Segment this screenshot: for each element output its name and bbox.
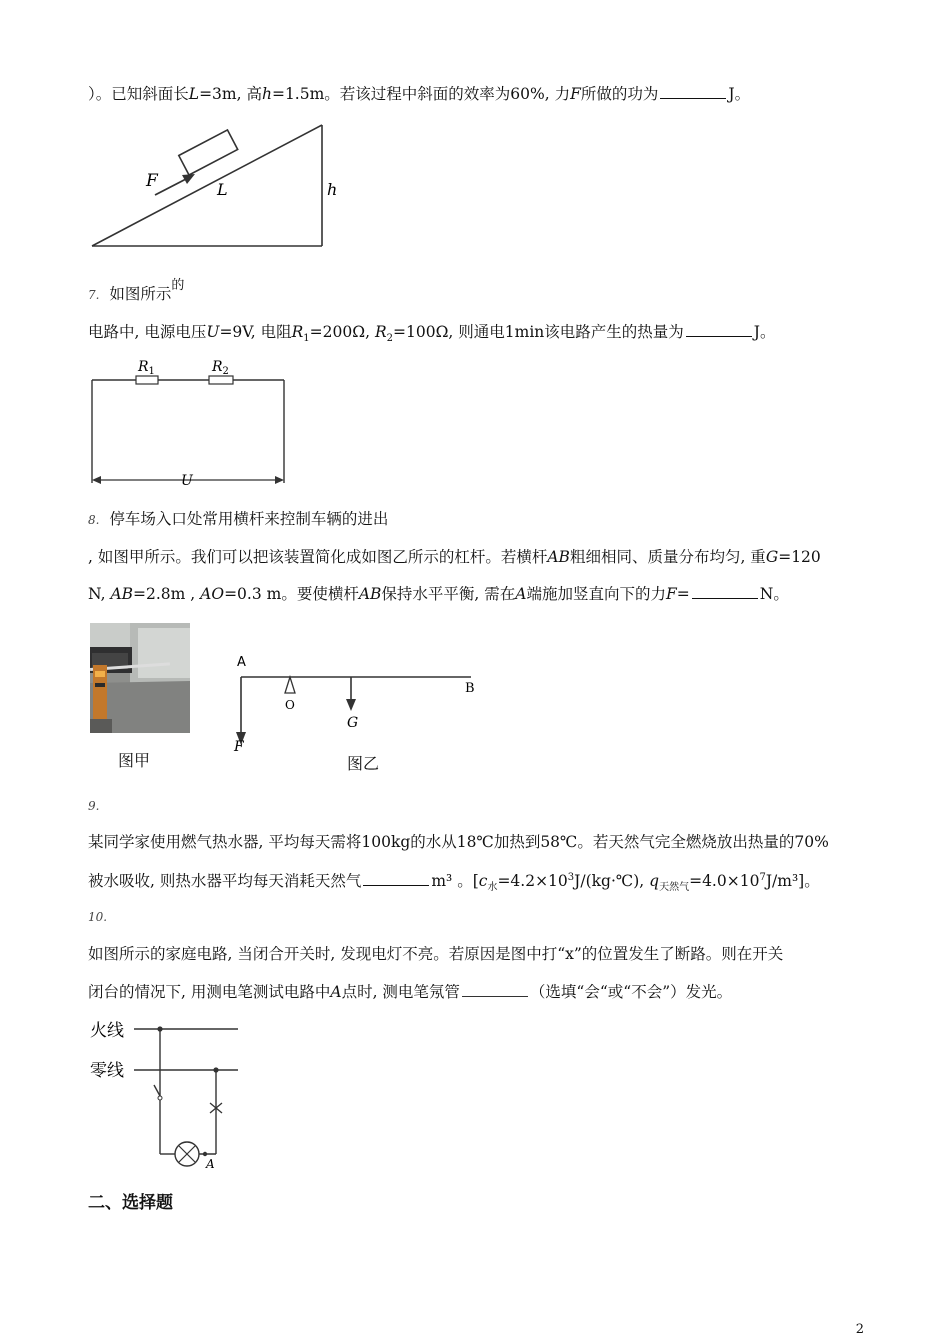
answer-blank[interactable] xyxy=(660,97,726,99)
resistor-r1 xyxy=(136,376,158,384)
lever-diagram xyxy=(225,650,495,765)
svg-text:B: B xyxy=(465,681,475,696)
q9-number: 9. xyxy=(88,799,100,813)
q10-number: 10. xyxy=(88,910,108,924)
svg-text:O: O xyxy=(285,698,295,712)
q8-line1: 8. 停车场入口处常用横杆来控制车辆的进出 xyxy=(88,510,389,528)
length-label: L xyxy=(217,180,228,199)
q8-line3: N, AB=2.8m , AO=0.3 m。要使横杆AB保持水平平衡, 需在A端施加竖直向下的力F= N。 xyxy=(88,585,789,603)
page-number: 2 xyxy=(855,1322,864,1337)
q8-line2: , 如图甲所示。我们可以把该装置简化成如图乙所示的杠杆。若横杆AB粗细相同、质量分布均匀, 重G=120 xyxy=(88,548,821,566)
q7-line2: 电路中, 电源电压U=9V, 电阻$R_1=200\Omega$, $R_2=100\Omega$, 则通电1min该电路产生的热量为 J。 xyxy=(88,323,776,345)
svg-text:F: F xyxy=(234,739,244,755)
series-circuit-diagram xyxy=(85,352,295,492)
height-label: h xyxy=(327,180,338,199)
svg-text:零线: 零线 xyxy=(90,1061,124,1081)
fig-b-caption: 图乙 xyxy=(347,754,380,773)
svg-text:A: A xyxy=(237,655,246,670)
svg-text:G: G xyxy=(347,715,359,731)
svg-text:R2: $R_2$ xyxy=(212,359,229,377)
incline-diagram xyxy=(85,118,355,253)
answer-blank[interactable] xyxy=(462,995,528,997)
q6-line1: ）。已知斜面长L=3m, 高h=1.5m。若该过程中斜面的效率为60%, 力F所做的功为 J。 xyxy=(88,85,751,103)
section-heading: 二、选择题 xyxy=(88,1193,173,1213)
svg-text:R1: $R_1$ xyxy=(138,359,155,377)
force-label: F xyxy=(146,171,158,191)
svg-text:A: A xyxy=(206,1157,215,1171)
fig-a-caption: 图甲 xyxy=(118,751,151,770)
q10-line1: 如图所示的家庭电路, 当闭合开关时, 发现电灯不亮。若原因是图中打“x”的位置发生了断路。则在开关 xyxy=(88,945,784,963)
q10-line2: 闭台的情况下, 用测电笔测试电路中A点时, 测电笔氖管 （选填“会“或“不会”）发光。 xyxy=(88,983,733,1001)
answer-blank[interactable] xyxy=(363,884,429,886)
parking-barrier-photo xyxy=(90,623,190,733)
resistor-r2 xyxy=(209,376,233,384)
q9-line2: 被水吸收, 则热水器平均每天消耗天然气 m³ 。[$c_水=4.2\times 10^3J/(kg\cdot℃)$, $q_{天然气}=4.0\times 10^7J/m^3$]。 xyxy=(88,871,820,894)
household-circuit-diagram xyxy=(88,1012,248,1172)
svg-text:火线: 火线 xyxy=(90,1021,124,1041)
answer-blank[interactable] xyxy=(686,335,752,337)
answer-blank[interactable] xyxy=(692,597,758,599)
q9-line1: 某同学家使用燃气热水器, 平均每天需将100kg的水从18℃加热到58℃。若天然气完全燃烧放出热量的70% xyxy=(88,833,829,851)
q7-line1: 7. 如图所示$^的$ xyxy=(88,278,185,304)
voltage-label: U xyxy=(181,473,193,489)
